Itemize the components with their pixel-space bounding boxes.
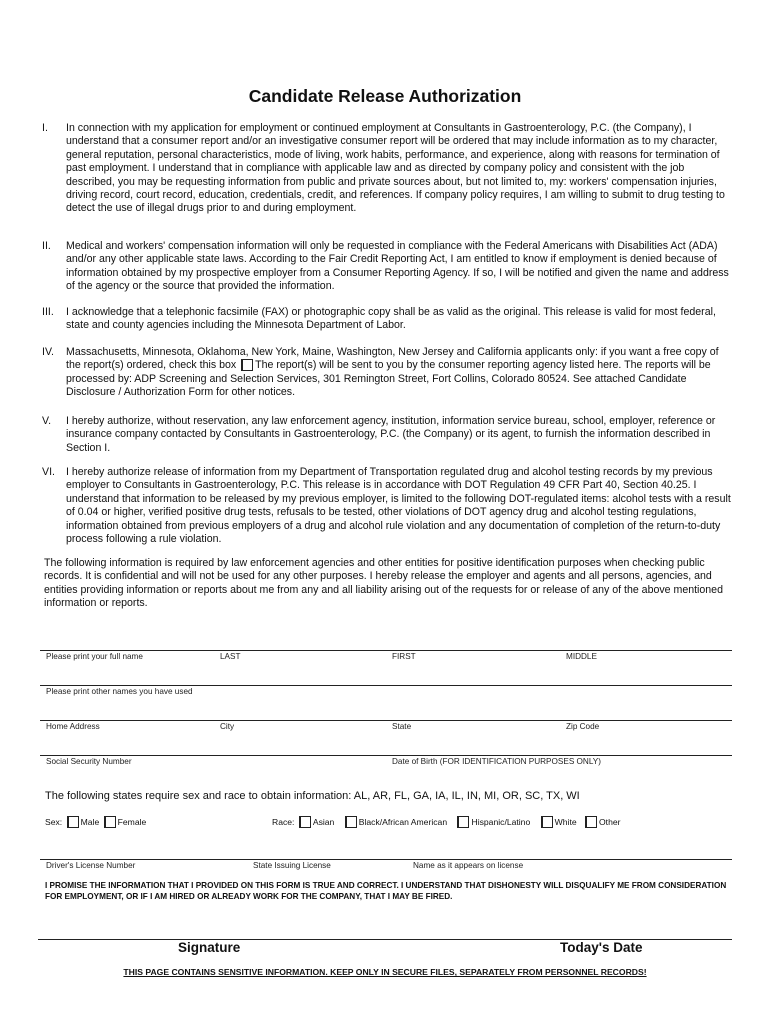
state-label: State	[392, 722, 412, 731]
promise-statement: I PROMISE THE INFORMATION THAT I PROVIDED ON THIS FORM IS TRUE AND CORRECT. I UNDERSTAND THAT DISHONESTY WILL DISQUALIFY ME FROM CONSIDERATION FOR EMPLOYMENT, OR IF I AM HIRED OR ALREADY WORK FOR THE COMPANY, THAT I MAY BE FIRED.	[45, 881, 727, 901]
sex-female-checkbox[interactable]	[104, 816, 116, 828]
section-number: VI.	[42, 466, 55, 478]
section-text: I hereby authorize release of information from my Department of Transportation regulated drug and alcohol testing records by my previous employer to Consultants in Gastroenterology, P.C. This release is in accordance with DOT Regulation 49 CFR Part 40, Section 40.25. I understand that information to be released by my previous employer, is limited to the following DOT-regulated items: alcohol tests with a result of 0.04 or higher, verified positive drug tests, refusals to be tested, other violations of DOT agency drug and alcohol testing regulations, information obtained from previous employers of a drug and alcohol rule violation and any documentation of completion of the return-to-duty process following a rule violation.	[66, 466, 731, 546]
sex-group	[45, 816, 146, 828]
license-state-label: State Issuing License	[253, 861, 331, 870]
section-text: In connection with my application for employment or continued employment at Consultants in Gastroenterology, P.C. (the Company), I understand that a consumer report and/or an investigative consumer report will be ordered that may include information as to my character, general reputation, personal characteristics, mode of living, work habits, performance, and experience, along with reasons for termination of past employment. I understand that in compliance with applicable law and as directed by company policy and consistent with the job described, you may be requesting information from public and private sources about, but not limited to, my: workers' compensation injuries, driving record, court record, education, credentials, credit, and references. If company policy requires, I am willing to submit to drug testing to detect the use of illegal drugs prior to and during employment.	[66, 122, 725, 215]
ssn-dob-line[interactable]	[40, 755, 732, 756]
city-label: City	[220, 722, 235, 731]
section-1	[42, 122, 732, 216]
states-note: The following states require sex and race to obtain information: AL, AR, FL, GA, IA, IL, IN, MI, OR, SC, TX, WI	[45, 790, 580, 802]
sex-male-checkbox[interactable]	[67, 816, 79, 828]
section-3	[42, 306, 732, 333]
signature-label: Signature	[178, 940, 241, 955]
dob-label: Date of Birth (FOR IDENTIFICATION PURPOSES ONLY)	[392, 757, 601, 766]
race-hispanic-label: Hispanic/Latino	[471, 817, 531, 827]
race-hispanic-checkbox[interactable]	[457, 816, 469, 828]
section-number: III.	[42, 306, 54, 318]
other-names-label: Please print other names you have used	[46, 687, 193, 696]
todays-date-label: Today's Date	[560, 940, 643, 955]
race-black-label: Black/African American	[358, 817, 448, 827]
section-number: V.	[42, 415, 52, 427]
race-label: Race:	[272, 817, 295, 827]
race-other-checkbox[interactable]	[585, 816, 597, 828]
full-name-label: Please print your full name	[46, 652, 143, 661]
section-number: II.	[42, 240, 51, 252]
section-text: I acknowledge that a telephonic facsimile (FAX) or photographic copy shall be as valid as the original. This release is valid for most federal, state and county agencies including the Minnesota Department of Labor.	[66, 306, 716, 332]
section-5	[42, 415, 732, 455]
race-asian-checkbox[interactable]	[299, 816, 311, 828]
first-name-label: FIRST	[392, 652, 416, 661]
section-text-before: Massachusetts, Minnesota, Oklahoma, New York, Maine, Washington, New Jersey and California applicants only: if you want a free copy of the report(s) ordered, check this box	[66, 346, 719, 372]
license-line[interactable]	[40, 859, 732, 860]
middle-name-label: MIDDLE	[566, 652, 597, 661]
race-black-checkbox[interactable]	[345, 816, 357, 828]
zip-code-label: Zip Code	[566, 722, 600, 731]
address-line[interactable]	[40, 720, 732, 721]
license-number-label: Driver's License Number	[46, 861, 136, 870]
race-asian-label: Asian	[312, 817, 335, 827]
license-name-label: Name as it appears on license	[413, 861, 524, 870]
home-address-label: Home Address	[46, 722, 100, 731]
section-text: Medical and workers' compensation information will only be requested in compliance with the Federal Americans with Disabilities Act (ADA) and/or any other applicable state laws. According to the Fair Credit Reporting Act, I am entitled to know if employment is denied because of information obtained by my prospective employer from a Consumer Reporting Agency. If so, I will be notified and given the name and address of the agency or the source that provided the information.	[66, 240, 729, 293]
section-text-after: The report(s) will be sent to you by the consumer reporting agency listed here. The reports will be processed by: ADP Screening and Selection Services, 301 Remington Street, Fort Collins, Colorado 80524. See attached Candidate Disclosure / Authorization Form for other notices.	[66, 359, 711, 399]
sex-male-label: Male	[80, 817, 100, 827]
other-names-line[interactable]	[40, 685, 732, 686]
ssn-label: Social Security Number	[46, 757, 132, 766]
section-number: I.	[42, 122, 48, 134]
race-group	[272, 816, 621, 828]
section-text: I hereby authorize, without reservation, any law enforcement agency, institution, information service bureau, school, employer, reference or insurance company contacted by Consultants in Gastroenterology, P.C. (the Company) or its agent, to furnish the information described in Section I.	[66, 415, 716, 454]
section-4	[42, 346, 732, 400]
section-2	[42, 240, 732, 294]
section-number: IV.	[42, 346, 54, 358]
race-white-label: White	[554, 817, 577, 827]
closing-paragraph: The following information is required by law enforcement agencies and other entities for positive identification purposes when checking public records. It is confidential and will not be used for any other purposes. I hereby release the employer and agents and all persons, agencies, and entities providing information or reports about me from any and all liability arising out of the requests for or release of any of the above mentioned information or reports.	[44, 557, 723, 610]
section-text	[66, 346, 732, 400]
free-copy-checkbox[interactable]	[241, 359, 253, 371]
sex-female-label: Female	[117, 817, 147, 827]
full-name-line[interactable]	[40, 650, 732, 651]
page-title: Candidate Release Authorization	[248, 86, 522, 106]
race-other-label: Other	[599, 817, 621, 827]
race-white-checkbox[interactable]	[541, 816, 553, 828]
section-6	[42, 466, 732, 546]
last-name-label: LAST	[220, 652, 241, 661]
sex-label: Sex:	[45, 817, 63, 827]
sensitive-info-footer: THIS PAGE CONTAINS SENSITIVE INFORMATION. KEEP ONLY IN SECURE FILES, SEPARATELY FROM PERSONNEL RECORDS!	[123, 967, 647, 977]
